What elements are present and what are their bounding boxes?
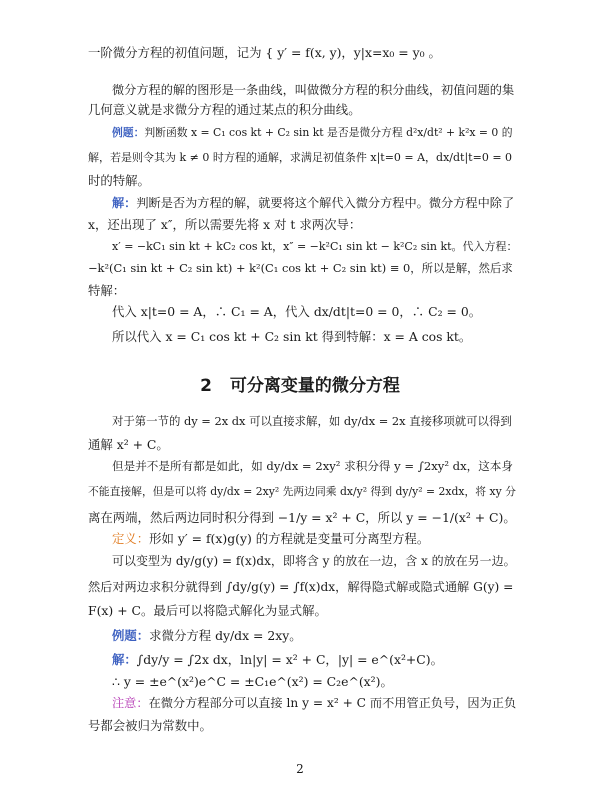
label-keyword: 解：	[112, 196, 137, 210]
text-line: x，还出现了 x″，所以需要先将 x 对 t 求两次导：	[88, 217, 362, 232]
text-line: 特解：	[88, 283, 126, 298]
text-line: 一阶微分方程的初值问题，记为 { y′ = f(x, y)，y|x=x₀ = y₀ 。	[88, 45, 441, 60]
text-line: 几何意义就是求微分方程的通过某点的积分曲线。	[88, 102, 361, 117]
section-heading	[0, 371, 600, 396]
label-keyword: 例题：	[112, 628, 150, 643]
text-line: 不能直接解，但是可以将 dy/dx = 2xy² 先两边同乘 dx/y² 得到 dy/y² = 2xdx，将 xy 分	[88, 485, 516, 498]
note-line: 注意：在微分方程部分可以直接 ln y = x² + C 而不用管正负号，因为正负	[112, 696, 517, 710]
text-line: 解，若是则令其为 k ≠ 0 时方程的通解，求满足初值条件 x|t=0 = A，dx/dt|t=0 = 0	[88, 151, 513, 164]
solution-line: 解：判断是否为方程的解，就要将这个解代入微分方程中。微分方程中除了	[112, 196, 515, 210]
text-line: 号都会被归为常数中。	[88, 718, 212, 733]
text-line: 但是并不是所有都是如此，如 dy/dx = 2xy² 求积分得 y = ∫2xy² dx，这本身	[112, 459, 513, 473]
equation-line: x′ = −kC₁ sin kt + kC₂ cos kt，x″ = −k²C₁ sin kt − k²C₂ sin kt。代入方程：	[112, 240, 518, 253]
text-line: 可以变型为 dy/g(y) = f(x)dx，即将含 y 的放在一边，含 x 的放在另一边。	[112, 554, 516, 568]
definition-line: 定义：形如 y′ = f(x)g(y) 的方程就是变量可分离型方程。	[112, 531, 430, 546]
section-title: 可分离变量的微分方程	[229, 376, 400, 396]
equation-line: 代入 x|t=0 = A，∴ C₁ = A，代入 dx/dt|t=0 = 0，∴ C₂ = 0。	[112, 304, 482, 319]
text-line: 时的特解。	[88, 173, 150, 188]
example-line: 例题：判断函数 x = C₁ cos kt + C₂ sin kt 是否是微分方程 d²x/dt² + k²x = 0 的	[112, 126, 513, 139]
text-line: 然后对两边求积分就得到 ∫dy/g(y) = ∫f(x)dx，解得隐式解或隐式通解 G(y) =	[88, 580, 514, 594]
text-line: 对于第一节的 dy = 2x dx 可以直接求解，如 dy/dx = 2x 直接移项就可以得到	[112, 414, 512, 428]
page-number: 2	[296, 762, 304, 776]
equation-line: −k²(C₁ sin kt + C₂ sin kt) + k²(C₁ cos kt + C₂ sin kt) ≡ 0，所以是解，然后求	[88, 261, 513, 275]
text-line: F(x) + C。最后可以将隐式解化为显式解。	[88, 603, 327, 618]
label-keyword: 注意：	[112, 696, 149, 710]
text-line: 通解 x² + C。	[88, 437, 169, 452]
label-keyword: 例题：	[112, 126, 145, 139]
section-number: 2	[200, 376, 212, 396]
text-line: 离在两端，然后两边同时积分得到 −1/y = x² + C，所以 y = −1/(x² + C)。	[88, 510, 516, 525]
label-keyword: 解：	[112, 652, 137, 667]
text-line: 微分方程的解的图形是一条曲线，叫做微分方程的积分曲线，初值问题的集	[112, 83, 515, 97]
equation-line: 所以代入 x = C₁ cos kt + C₂ sin kt 得到特解：x = A cos kt。	[112, 329, 472, 344]
label-keyword: 定义：	[112, 531, 150, 546]
equation-line: ∴ y = ±e^(x²)e^C = ±C₁e^(x²) = C₂e^(x²)。	[112, 674, 393, 689]
solution-line: 解：∫dy/y = ∫2x dx，ln|y| = x² + C，|y| = e^(x²+C)。	[112, 652, 444, 667]
example-line: 例题：求微分方程 dy/dx = 2xy。	[112, 628, 302, 643]
